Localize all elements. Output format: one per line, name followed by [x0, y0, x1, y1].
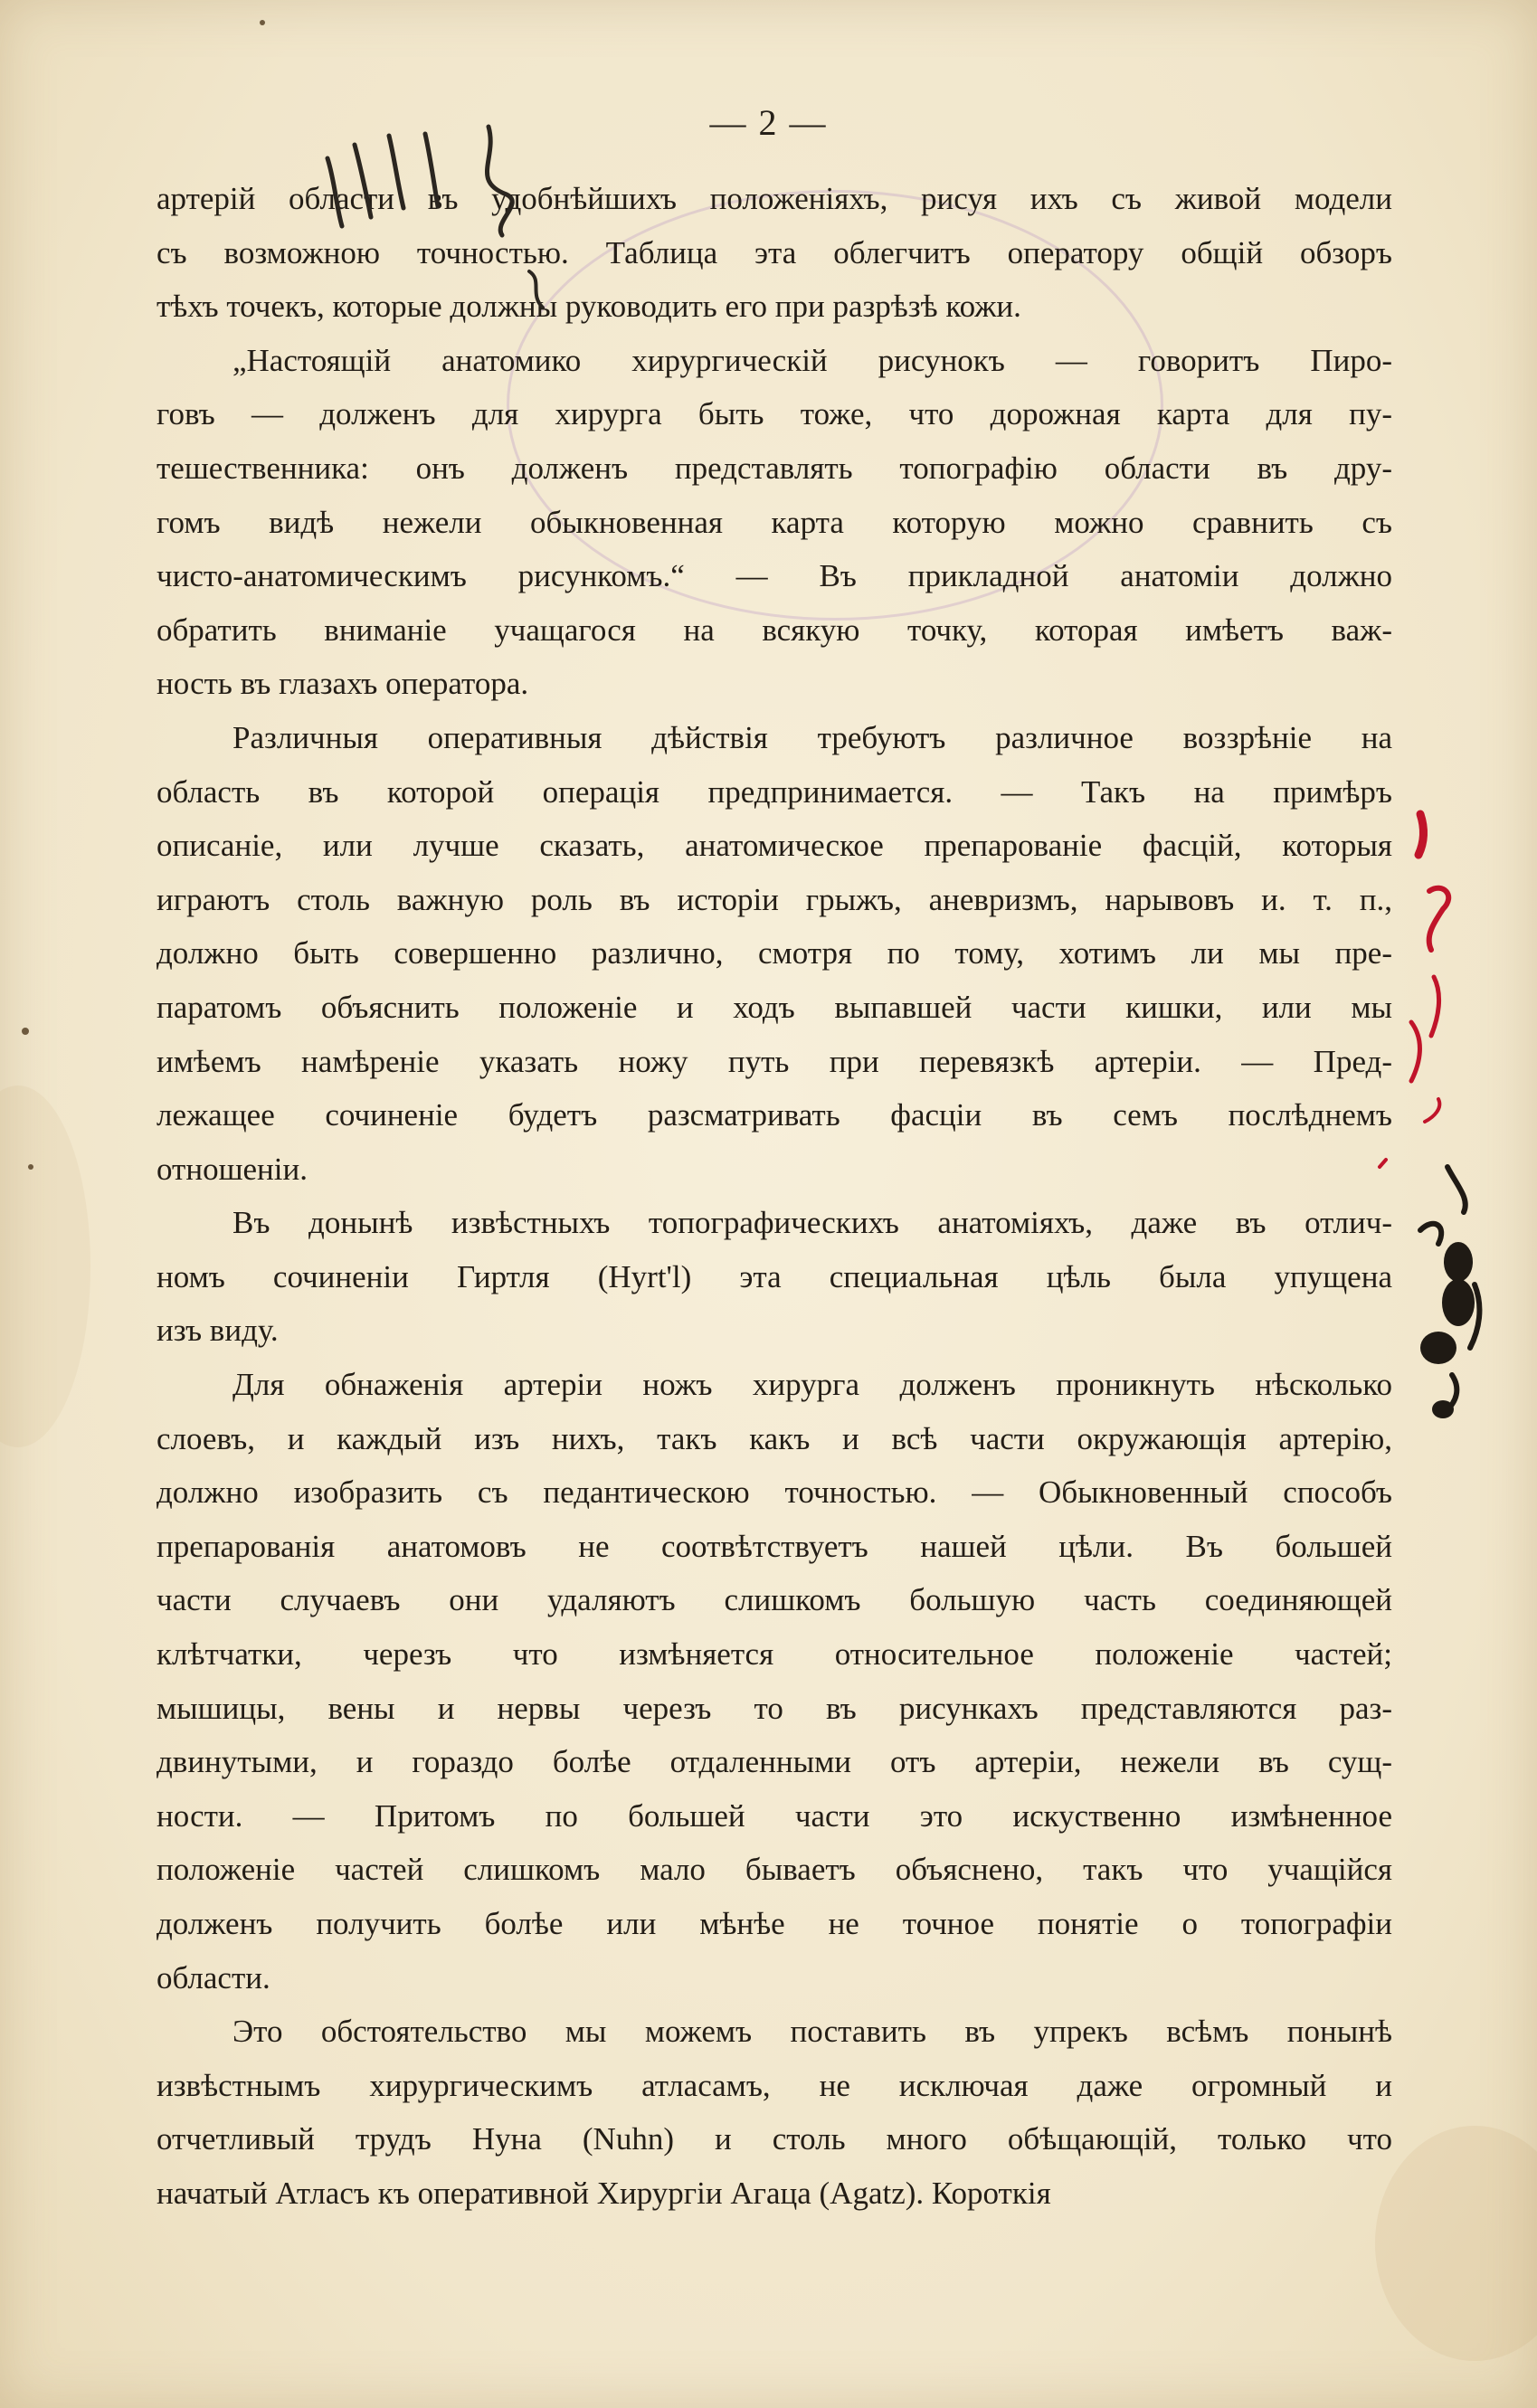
text-line: гомъ видѣ нежели обыкновенная карта которую можно сравнить съ — [157, 504, 1392, 540]
text-line: имѣемъ намѣреніе указать ножу путь при перевязкѣ артеріи. — Пред- — [157, 1043, 1392, 1079]
paper-stain — [1375, 2126, 1537, 2361]
text-line: препарованія анатомовъ не соотвѣтствуетъ нашей цѣли. Въ большей — [157, 1528, 1392, 1564]
text-line: съ возможною точностью. Таблица эта облегчитъ оператору общій обзоръ — [157, 234, 1392, 270]
text-line: тешественника: онъ долженъ представлять топографію области въ дру- — [157, 450, 1392, 486]
ink-blot — [1442, 1279, 1475, 1326]
text-line: ность въ глазахъ оператора. — [157, 666, 529, 702]
text-line: отношеніи. — [157, 1151, 308, 1187]
text-line: чисто-анатомическимъ рисункомъ.“ — Въ прикладной анатоміи должно — [157, 558, 1392, 594]
red-ink-mark — [1429, 888, 1449, 950]
text-line: Это обстоятельство мы можемъ поставить въ упрекъ всѣмъ понынѣ — [232, 2014, 1392, 2050]
ink-mark — [1446, 1285, 1479, 1411]
text-line: говъ — долженъ для хирурга быть тоже, что дорожная карта для пу- — [157, 396, 1392, 432]
text-line: двинутыми, и гораздо болѣе отдаленными отъ артеріи, нежели въ сущ- — [157, 1744, 1392, 1780]
text-line: играютъ столь важную роль въ исторіи грыжъ, аневризмъ, нарывовъ и. т. п., — [157, 881, 1392, 917]
text-line: части случаевъ они удаляютъ слишкомъ большую часть соединяющей — [157, 1582, 1392, 1618]
ink-blot — [1420, 1332, 1456, 1364]
text-line: Для обнаженія артеріи ножъ хирурга долженъ проникнуть нѣсколько — [232, 1367, 1392, 1403]
text-line: артерій области въ удобнѣйшихъ положеніяхъ, рисуя ихъ съ живой модели — [157, 181, 1392, 216]
page-number: — 2 — — [709, 102, 828, 143]
red-ink-mark — [1411, 977, 1439, 1081]
text-line: паратомъ объяснить положеніе и ходъ выпавшей части кишки, или мы — [157, 989, 1392, 1025]
ink-blot — [1432, 1400, 1454, 1418]
text-line: положеніе частей слишкомъ мало бываетъ объяснено, такъ что учащійся — [157, 1852, 1392, 1888]
text-line: клѣтчатки, черезъ что измѣняется относительное положеніе частей; — [157, 1636, 1392, 1673]
text-line: область въ которой операція предпринимается. — Такъ на примѣръ — [157, 773, 1392, 810]
ink-blot — [1444, 1242, 1473, 1282]
paragraph — [157, 1196, 1392, 1358]
text-line: лежащее сочиненіе будетъ разсматривать фасціи въ семъ послѣднемъ — [157, 1097, 1392, 1133]
text-line: долженъ получить болѣе или мѣнѣе не точное понятіе о топографіи — [157, 1906, 1392, 1941]
paper-speck — [260, 20, 265, 25]
red-ink-mark — [1418, 814, 1424, 855]
text-line: должно быть совершенно различно, смотря по тому, хотимъ ли мы пре- — [157, 935, 1392, 972]
paragraph — [157, 1358, 1392, 2005]
paper-stain — [0, 1085, 90, 1447]
paragraph — [157, 711, 1392, 1196]
red-ink-mark — [1425, 1099, 1439, 1122]
text-line: тѣхъ точекъ, которые должны руководить его при разрѣзѣ кожи. — [157, 289, 1021, 325]
text-line: мышицы, вены и нервы черезъ то въ рисункахъ представляются раз- — [157, 1690, 1392, 1726]
text-line: „Настоящій анатомико хирургическій рисунокъ — говоритъ Пиро- — [232, 342, 1392, 378]
paragraph — [157, 2005, 1392, 2220]
paper-speck — [28, 1164, 33, 1170]
paper-speck — [22, 1028, 29, 1035]
ink-mark — [1420, 1167, 1466, 1244]
text-line: извѣстнымъ хирургическимъ атласамъ, не исключая даже огромный и — [157, 2067, 1392, 2103]
text-line: ности. — Притомъ по большей части это искуственно измѣненное — [157, 1797, 1392, 1834]
text-line: слоевъ, и каждый изъ нихъ, такъ какъ и всѣ части окружающія артерію, — [157, 1420, 1392, 1456]
text-line: отчетливый трудъ Нуна (Nuhn) и столь много обѣщающій, только что — [157, 2121, 1392, 2157]
text-line: номъ сочиненіи Гиртля (Hyrt'l) эта специальная цѣль была упущена — [157, 1258, 1392, 1294]
body-text — [157, 172, 1392, 2221]
text-line: должно изобразить съ педантическою точностью. — Обыкновенный способъ — [157, 1474, 1392, 1511]
text-line: описаніе, или лучше сказать, анатомическое препарованіе фасцій, которыя — [157, 828, 1392, 864]
text-line: обратить вниманіе учащагося на всякую точку, которая имѣетъ важ- — [157, 611, 1392, 648]
paragraph — [157, 334, 1392, 711]
text-line: области. — [157, 1959, 270, 1996]
text-line: Въ донынѣ извѣстныхъ топографическихъ анатоміяхъ, даже въ отлич- — [232, 1205, 1392, 1241]
paragraph — [157, 172, 1392, 334]
text-line: начатый Атласъ къ оперативной Хирургіи Агаца (Agatz). Короткія — [157, 2175, 1051, 2211]
text-line: Различныя оперативныя дѣйствія требуютъ различное воззрѣніе на — [232, 719, 1392, 755]
text-line: изъ виду. — [157, 1313, 279, 1349]
